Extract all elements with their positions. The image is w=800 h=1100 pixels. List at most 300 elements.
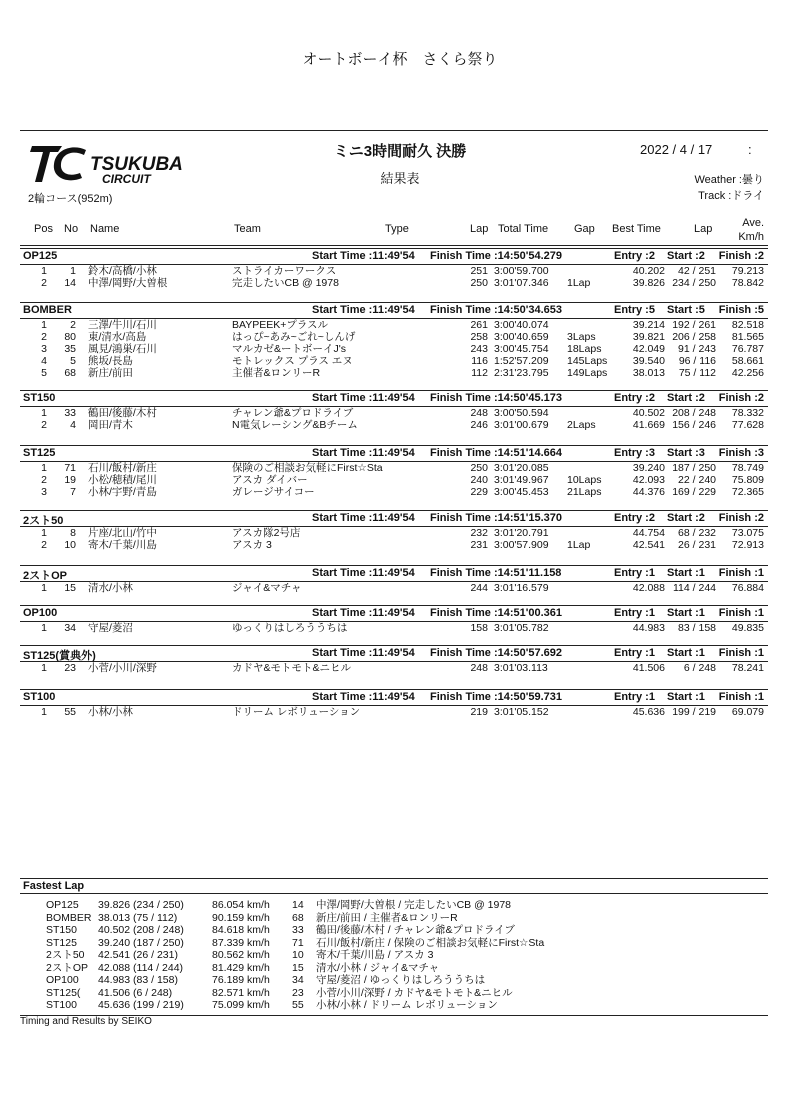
number-cell: 34 (64, 622, 76, 634)
class-name: BOMBER (23, 304, 72, 316)
fastest-speed: 75.099 km/h (212, 999, 270, 1011)
pos-cell: 1 (41, 407, 47, 419)
best-lap-cell: 83 / 158 (678, 622, 716, 634)
pos-cell: 1 (41, 265, 47, 277)
finish-count: Finish :2 (718, 250, 764, 262)
fastest-number: 55 (292, 999, 304, 1011)
best-time-cell: 41.506 (632, 662, 665, 674)
finish-time: Finish Time :14:50'54.279 (430, 250, 563, 262)
name-cell: 小菅/小川/深野 (88, 662, 157, 674)
race-title: ミニ3時間耐久 決勝 (333, 143, 467, 160)
weather: Weather :曇り (694, 174, 764, 186)
team-cell: モトレックス プラス エヌ (232, 355, 353, 367)
fastest-time: 45.636 (199 / 219) (98, 999, 184, 1011)
total-time-cell: 3:00'40.074 (494, 319, 549, 331)
team-cell: 完走したいCB @ 1978 (232, 277, 339, 289)
pos-cell: 1 (41, 662, 47, 674)
column-rule (20, 245, 768, 246)
gap-cell: 18Laps (567, 343, 602, 355)
fastest-time: 40.502 (208 / 248) (98, 924, 184, 936)
result-rows (20, 265, 768, 289)
total-time-cell: 3:00'40.659 (494, 331, 549, 343)
class-name: 2ストOP (23, 570, 68, 582)
table-row (20, 474, 768, 486)
col-average-line2: Km/h (738, 231, 764, 243)
best-lap-cell: 75 / 112 (678, 367, 716, 379)
fastest-lap-row (20, 899, 768, 911)
best-time-cell: 39.821 (632, 331, 665, 343)
team-cell: 主催者&ロンリーR (232, 367, 321, 379)
name-cell: 守屋/菱沼 (88, 622, 133, 634)
table-row (20, 539, 768, 551)
fastest-time: 44.983 (83 / 158) (98, 974, 178, 986)
average-cell: 78.241 (731, 662, 764, 674)
table-row (20, 319, 768, 331)
average-cell: 78.332 (731, 407, 764, 419)
finish-count: Finish :2 (718, 512, 764, 524)
average-cell: 76.787 (731, 343, 764, 355)
page-header: オートボーイ杯 さくら祭り (302, 51, 498, 68)
class-header (20, 510, 768, 527)
fastest-class: ST150 (46, 924, 77, 936)
number-cell: 4 (70, 419, 76, 431)
best-lap-cell: 6 / 248 (683, 662, 716, 674)
average-cell: 75.809 (731, 474, 764, 486)
pos-cell: 1 (41, 622, 47, 634)
time-colon: : (748, 142, 752, 157)
result-rows (20, 462, 768, 498)
finish-count: Finish :1 (718, 691, 764, 703)
total-time-cell: 3:01'20.085 (494, 462, 549, 474)
pos-cell: 1 (41, 462, 47, 474)
fastest-class: OP125 (46, 899, 79, 911)
total-time-cell: 3:01'03.113 (494, 662, 548, 674)
fastest-lap-row (20, 912, 768, 924)
class-section (20, 390, 768, 431)
pos-cell: 4 (41, 355, 47, 367)
best-time-cell: 40.202 (632, 265, 665, 277)
fastest-speed: 81.429 km/h (212, 961, 270, 974)
best-lap-cell: 156 / 246 (672, 419, 716, 431)
best-time-cell: 41.669 (632, 419, 665, 431)
name-cell: 熊坂/長島 (88, 355, 133, 367)
class-section (20, 510, 768, 551)
fastest-detail: 石川/飯村/新庄 / 保険のご相談お気軽にFirst☆Sta (316, 936, 545, 949)
class-header (20, 645, 768, 662)
name-cell: 中澤/岡野/大曽根 (88, 277, 168, 289)
lap-cell: 248 (470, 407, 488, 419)
best-time-cell: 44.983 (632, 622, 665, 634)
fastest-speed: 76.189 km/h (212, 974, 270, 986)
number-cell: 68 (64, 367, 76, 379)
best-time-cell: 39.214 (632, 319, 665, 331)
name-cell: 小林/宇野/青島 (88, 486, 157, 498)
total-time-cell: 3:00'57.909 (494, 539, 549, 551)
finish-time: Finish Time :14:51'15.370 (430, 512, 563, 524)
col-lap: Lap (470, 223, 489, 235)
best-time-cell: 44.376 (632, 486, 665, 498)
class-section (20, 565, 768, 594)
course-label: 2輪コース(952m) (28, 193, 113, 205)
fastest-lap-row (20, 924, 768, 936)
gap-cell: 21Laps (567, 486, 602, 498)
col-gap: Gap (574, 223, 595, 235)
number-cell: 2 (70, 319, 76, 331)
name-cell: 清水/小林 (88, 582, 133, 594)
lap-cell: 229 (470, 486, 488, 498)
table-row (20, 265, 768, 277)
finish-time: Finish Time :14:50'57.692 (430, 647, 563, 659)
total-time-cell: 1:52'57.209 (494, 355, 549, 367)
fastest-time: 41.506 (6 / 248) (98, 986, 173, 999)
fastest-class: ST100 (46, 999, 77, 1011)
fastest-detail: 鶴田/後藤/木村 / チャレン爺&プロドライブ (316, 924, 515, 936)
lap-cell: 250 (470, 277, 488, 289)
name-cell: 東/清水/高島 (88, 331, 147, 343)
race-date: 2022 / 4 / 17 (640, 142, 713, 157)
lap-cell: 246 (470, 419, 488, 431)
name-cell: 鶴田/後藤/木村 (88, 407, 157, 419)
class-name: ST150 (23, 392, 56, 404)
total-time-cell: 3:01'20.791 (494, 527, 549, 539)
name-cell: 片座/北山/竹中 (88, 527, 157, 539)
pos-cell: 2 (41, 539, 47, 551)
team-cell: N電気レーシング&Bチーム (232, 419, 358, 431)
fastest-speed: 87.339 km/h (212, 936, 270, 949)
class-name: OP100 (23, 607, 58, 619)
col-average-line1: Ave. (742, 217, 764, 229)
average-cell: 78.749 (731, 462, 764, 474)
best-time-cell: 39.826 (632, 277, 665, 289)
lap-cell: 219 (470, 706, 488, 718)
gap-cell: 149Laps (567, 367, 608, 379)
fastest-number: 23 (292, 986, 304, 999)
fastest-detail: 守屋/菱沼 / ゆっくりはしろううちは (316, 974, 486, 986)
best-lap-cell: 42 / 251 (678, 265, 716, 277)
class-section (20, 248, 768, 289)
lap-cell: 258 (470, 331, 488, 343)
average-cell: 69.079 (731, 706, 764, 718)
lap-cell: 232 (470, 527, 488, 539)
finish-time: Finish Time :14:50'45.173 (430, 392, 563, 404)
finish-count: Finish :1 (718, 567, 764, 579)
lap-cell: 240 (470, 474, 488, 486)
name-cell: 岡田/青木 (88, 419, 133, 431)
start-count: Start :5 (667, 304, 705, 316)
fastest-number: 34 (292, 974, 304, 986)
class-name: ST100 (23, 691, 56, 703)
table-row (20, 367, 768, 379)
col-team: Team (234, 223, 261, 235)
start-time: Start Time :11:49'54 (312, 567, 415, 579)
number-cell: 55 (64, 706, 76, 718)
class-section (20, 445, 768, 498)
average-cell: 82.518 (731, 319, 764, 331)
entry-count: Entry :5 (614, 304, 655, 316)
start-time: Start Time :11:49'54 (312, 647, 415, 659)
best-lap-cell: 199 / 219 (672, 706, 716, 718)
result-rows (20, 622, 768, 634)
pos-cell: 2 (41, 331, 47, 343)
team-cell: ガレージサイコー (232, 486, 315, 498)
table-row (20, 355, 768, 367)
total-time-cell: 3:01'49.967 (494, 474, 549, 486)
gap-cell: 1Lap (567, 277, 591, 289)
class-header (20, 565, 768, 582)
col-best-time: Best Time (612, 223, 661, 235)
best-time-cell: 40.502 (632, 407, 665, 419)
finish-time: Finish Time :14:51'00.361 (430, 607, 563, 619)
col-name: Name (90, 223, 120, 235)
fastest-lap-row (20, 999, 768, 1011)
fastest-lap-title: Fastest Lap (23, 880, 85, 892)
total-time-cell: 3:01'05.152 (494, 706, 549, 718)
col-type: Type (385, 223, 409, 235)
fastest-class: ST125( (46, 986, 81, 999)
finish-time: Finish Time :14:51'14.664 (430, 447, 563, 459)
fastest-class: 2スト50 (46, 949, 85, 961)
finish-time: Finish Time :14:51'11.158 (430, 567, 562, 579)
col-no: No (64, 223, 79, 235)
table-row (20, 527, 768, 539)
lap-cell: 251 (470, 265, 488, 277)
best-lap-cell: 22 / 240 (678, 474, 716, 486)
best-time-cell: 39.240 (632, 462, 665, 474)
gap-cell: 145Laps (567, 355, 608, 367)
finish-count: Finish :3 (718, 447, 764, 459)
average-cell: 79.213 (731, 265, 764, 277)
name-cell: 寄木/千葉/川島 (88, 539, 157, 551)
start-time: Start Time :11:49'54 (312, 392, 415, 404)
start-time: Start Time :11:49'54 (312, 250, 415, 262)
top-rule (20, 130, 768, 131)
number-cell: 15 (64, 582, 76, 594)
name-cell: 石川/飯村/新庄 (88, 462, 157, 474)
class-name: ST125 (23, 447, 56, 459)
table-row (20, 662, 768, 674)
finish-time: Finish Time :14:50'34.653 (430, 304, 563, 316)
best-time-cell: 42.541 (632, 539, 665, 551)
fastest-class: BOMBER (46, 911, 92, 924)
best-lap-cell: 169 / 229 (672, 486, 716, 498)
entry-count: Entry :2 (614, 392, 655, 404)
name-cell: 風見/鴻巣/石川 (88, 343, 157, 355)
lap-cell: 116 (471, 355, 488, 367)
number-cell: 14 (64, 277, 76, 289)
average-cell: 77.628 (731, 419, 764, 431)
average-cell: 72.913 (731, 539, 764, 551)
best-lap-cell: 187 / 250 (672, 462, 716, 474)
table-row (20, 706, 768, 718)
average-cell: 49.835 (731, 622, 764, 634)
fastest-detail: 清水/小林 / ジャイ&マチャ (316, 961, 440, 974)
pos-cell: 1 (41, 706, 47, 718)
start-time: Start Time :11:49'54 (312, 304, 415, 316)
best-lap-cell: 68 / 232 (678, 527, 716, 539)
team-cell: ジャイ&マチャ (232, 582, 302, 594)
lap-cell: 250 (470, 462, 488, 474)
svg-text:CIRCUIT: CIRCUIT (102, 172, 151, 186)
table-row (20, 622, 768, 634)
lap-cell: 231 (470, 539, 488, 551)
best-lap-cell: 91 / 243 (678, 343, 716, 355)
start-time: Start Time :11:49'54 (312, 512, 415, 524)
pos-cell: 1 (41, 582, 47, 594)
fastest-detail: 寄木/千葉/川島 / アスカ 3 (316, 949, 434, 961)
best-time-cell: 45.636 (632, 706, 665, 718)
start-count: Start :2 (667, 250, 705, 262)
class-section (20, 605, 768, 634)
results-subtitle: 結果表 (380, 171, 420, 186)
table-row (20, 331, 768, 343)
finish-count: Finish :5 (718, 304, 764, 316)
best-time-cell: 39.540 (632, 355, 665, 367)
name-cell: 鈴木/高橋/小林 (88, 265, 157, 277)
lap-cell: 158 (470, 622, 488, 634)
total-time-cell: 3:01'05.782 (494, 622, 549, 634)
entry-count: Entry :1 (614, 567, 655, 579)
fastest-detail: 新庄/前田 / 主催者&ロンリーR (316, 911, 458, 924)
fastest-lap-row (20, 974, 768, 986)
pos-cell: 2 (41, 419, 47, 431)
fastest-speed: 82.571 km/h (212, 986, 270, 999)
team-cell: BAYPEEK+プラスル (232, 319, 329, 331)
lap-cell: 248 (470, 662, 488, 674)
start-count: Start :1 (667, 647, 705, 659)
fastest-number: 15 (292, 961, 304, 974)
number-cell: 19 (64, 474, 76, 486)
team-cell: チャレン爺&プロドライブ (232, 407, 354, 419)
result-rows (20, 582, 768, 594)
class-header (20, 445, 768, 462)
entry-count: Entry :1 (614, 607, 655, 619)
fastest-time: 39.826 (234 / 250) (98, 899, 184, 911)
gap-cell: 2Laps (567, 419, 596, 431)
gap-cell: 1Lap (567, 539, 591, 551)
pos-cell: 2 (41, 277, 47, 289)
table-row (20, 343, 768, 355)
number-cell: 5 (70, 355, 76, 367)
average-cell: 72.365 (731, 486, 764, 498)
best-lap-cell: 26 / 231 (678, 539, 716, 551)
pos-cell: 2 (41, 474, 47, 486)
number-cell: 10 (64, 539, 76, 551)
result-rows (20, 706, 768, 718)
finish-count: Finish :1 (718, 607, 764, 619)
col-best-lap: Lap (694, 223, 713, 235)
entry-count: Entry :1 (614, 647, 655, 659)
class-name: 2スト50 (23, 515, 64, 527)
table-row (20, 486, 768, 498)
total-time-cell: 2:31'23.795 (494, 367, 549, 379)
start-count: Start :1 (667, 691, 705, 703)
finish-time: Finish Time :14:50'59.731 (430, 691, 563, 703)
best-lap-cell: 114 / 244 (672, 582, 716, 594)
footer-credit: Timing and Results by SEIKO (20, 1016, 152, 1027)
fastest-number: 71 (292, 936, 304, 949)
class-name: ST125(賞典外) (23, 650, 96, 662)
class-section (20, 689, 768, 718)
best-lap-cell: 234 / 250 (672, 277, 716, 289)
fastest-time: 38.013 (75 / 112) (98, 911, 178, 924)
class-section (20, 302, 768, 379)
gap-cell: 3Laps (567, 331, 596, 343)
average-cell: 76.884 (731, 582, 764, 594)
entry-count: Entry :1 (614, 691, 655, 703)
total-time-cell: 3:01'00.679 (494, 419, 549, 431)
lap-cell: 112 (471, 367, 488, 379)
lap-cell: 243 (470, 343, 488, 355)
team-cell: 保険のご相談お気軽にFirst☆Sta (232, 462, 383, 474)
average-cell: 78.842 (731, 277, 764, 289)
column-header (20, 214, 768, 246)
team-cell: アスカ ダイバー (232, 474, 308, 486)
table-row (20, 419, 768, 431)
table-row (20, 462, 768, 474)
class-header (20, 302, 768, 319)
finish-count: Finish :1 (718, 647, 764, 659)
team-cell: ゆっくりはしろううちは (232, 622, 348, 634)
average-cell: 58.661 (731, 355, 764, 367)
col-pos: Pos (34, 223, 53, 235)
svg-text:TSUKUBA: TSUKUBA (90, 154, 183, 175)
fastest-lap-row (20, 962, 768, 974)
fastest-number: 68 (292, 911, 304, 924)
pos-cell: 1 (41, 319, 47, 331)
number-cell: 33 (64, 407, 76, 419)
fastest-detail: 小菅/小川/深野 / カドヤ&モトモト&ニヒル (316, 986, 513, 999)
fastest-number: 33 (292, 924, 304, 936)
fastest-class: 2ストOP (46, 961, 89, 974)
team-cell: アスカ 3 (232, 539, 272, 551)
lap-cell: 261 (470, 319, 488, 331)
fastest-lap-box (20, 878, 768, 1016)
start-count: Start :2 (667, 392, 705, 404)
pos-cell: 5 (41, 367, 47, 379)
number-cell: 71 (64, 462, 76, 474)
best-time-cell: 42.088 (632, 582, 665, 594)
fastest-speed: 80.562 km/h (212, 949, 270, 961)
class-header (20, 248, 768, 265)
start-count: Start :3 (667, 447, 705, 459)
number-cell: 23 (64, 662, 76, 674)
total-time-cell: 3:00'45.453 (494, 486, 549, 498)
fastest-lap-row (20, 937, 768, 949)
fastest-speed: 84.618 km/h (212, 924, 270, 936)
start-count: Start :2 (667, 512, 705, 524)
start-time: Start Time :11:49'54 (312, 607, 415, 619)
team-cell: はっぴ~あみ~ごれ~しんげ (232, 331, 356, 343)
fastest-time: 42.088 (114 / 244) (98, 961, 184, 974)
fastest-lap-rule (20, 893, 768, 894)
name-cell: 新庄/前田 (88, 367, 133, 379)
team-cell: ストライカーワークス (232, 265, 337, 277)
total-time-cell: 3:00'50.594 (494, 407, 549, 419)
table-row (20, 582, 768, 594)
fastest-lap-row (20, 987, 768, 999)
fastest-time: 42.541 (26 / 231) (98, 949, 178, 961)
fastest-detail: 中澤/岡野/大曽根 / 完走したいCB @ 1978 (316, 899, 512, 911)
fastest-speed: 86.054 km/h (212, 899, 270, 911)
class-section (20, 645, 768, 674)
result-rows (20, 527, 768, 551)
start-time: Start Time :11:49'54 (312, 691, 415, 703)
class-header (20, 605, 768, 622)
number-cell: 35 (64, 343, 76, 355)
fastest-speed: 90.159 km/h (212, 911, 270, 924)
best-time-cell: 42.093 (632, 474, 665, 486)
col-total-time: Total Time (498, 223, 549, 235)
